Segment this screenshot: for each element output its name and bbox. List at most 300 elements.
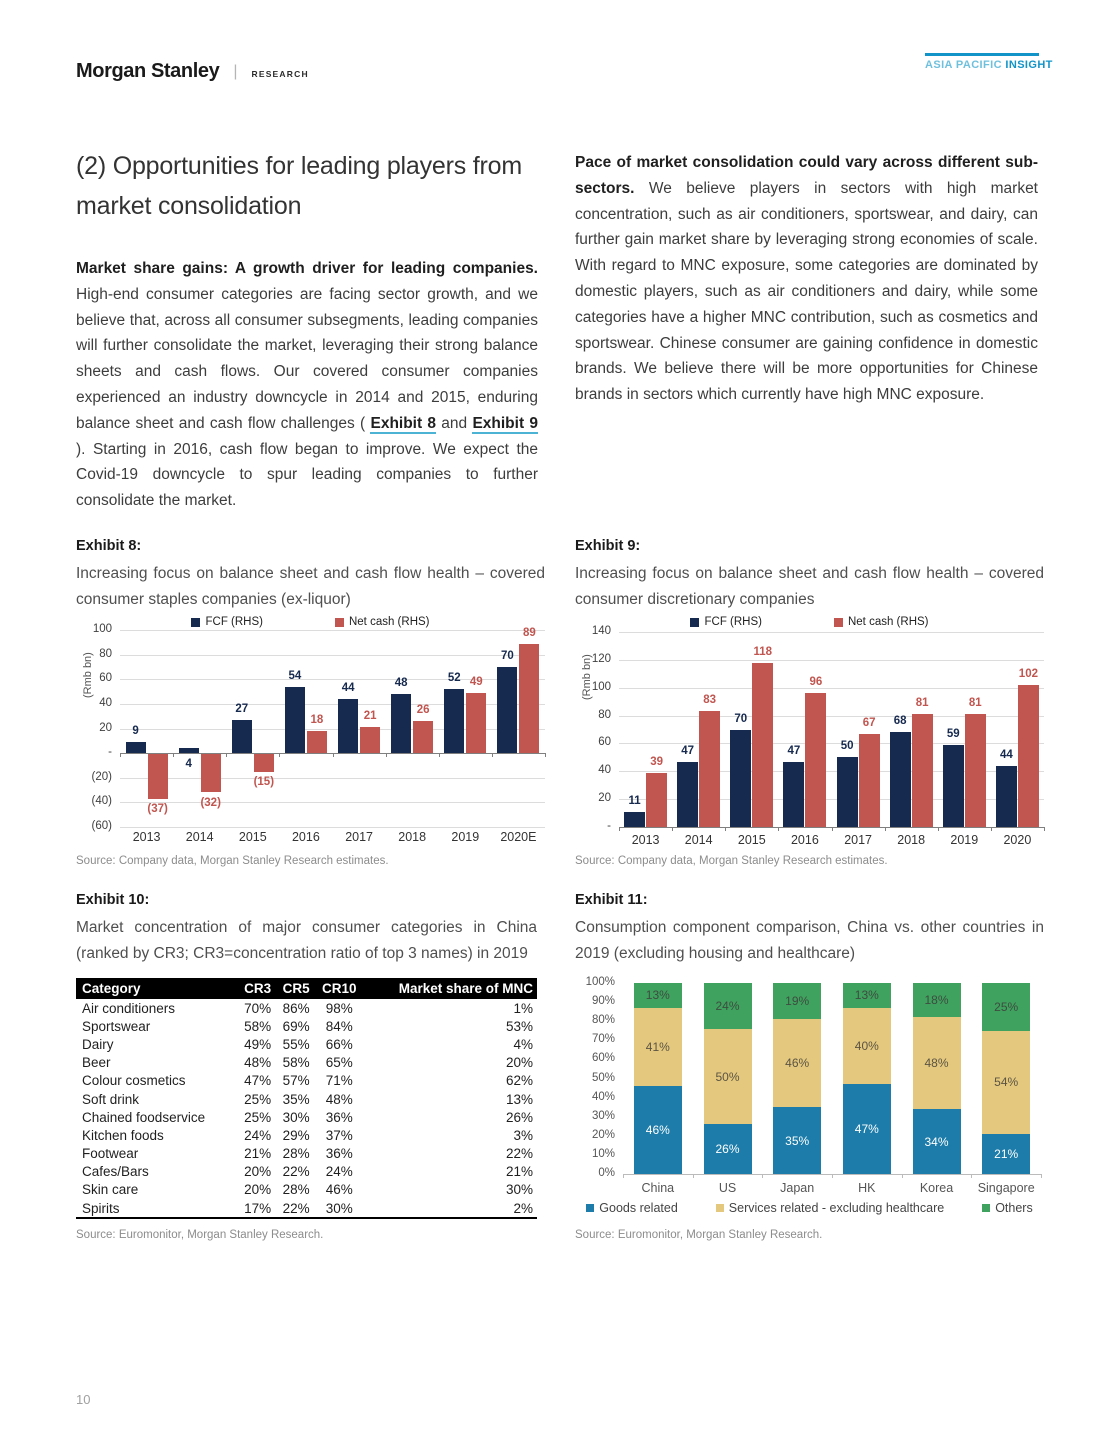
legend-label: Services related - excluding healthcare (728, 1201, 945, 1215)
table-cell: 53% (505, 1018, 533, 1034)
bar-2015 (254, 753, 274, 772)
segment-value-label: 24% (715, 998, 740, 1013)
x-axis-label: Japan (780, 1181, 815, 1195)
y-axis-tick-label: 120 (591, 652, 611, 665)
x-axis-tick (120, 753, 121, 757)
x-axis-label: 2018 (398, 830, 427, 844)
bar-value-label: (32) (200, 796, 221, 809)
table-cell: 55% (282, 1036, 310, 1052)
y-axis-tick-label: - (607, 820, 611, 832)
table-cell: 3% (513, 1127, 533, 1143)
table-cell: 58% (244, 1018, 272, 1034)
bar-value-label: (37) (147, 802, 168, 815)
table-cell: 21% (244, 1146, 272, 1162)
bar-2016 (783, 762, 804, 828)
legend-swatch (982, 1204, 990, 1212)
header-divider: | (233, 62, 238, 80)
legend-item-others (982, 1201, 1033, 1215)
column-header: Market share of MNC (363, 978, 537, 999)
bar-2016 (307, 731, 327, 753)
bar-value-label: 118 (753, 645, 773, 658)
exhibit-8-source: Source: Company data, Morgan Stanley Research estimates. (76, 855, 389, 867)
gridline (120, 655, 545, 656)
table-row (76, 1145, 537, 1163)
x-axis-label: China (641, 1181, 675, 1195)
table-cell: Beer (82, 1055, 111, 1071)
x-axis-label: US (718, 1181, 737, 1195)
segment-value-label: 47% (854, 1122, 879, 1137)
segment-value-label: 48% (924, 1056, 949, 1071)
segment-value-label: 19% (785, 994, 810, 1009)
exhibit-10 (76, 892, 537, 1241)
bar-value-label: 39 (650, 755, 663, 768)
x-axis-tick (623, 1174, 624, 1178)
table-row (76, 1108, 537, 1126)
bar-2018 (413, 721, 433, 753)
table-cell: Sportswear (82, 1018, 151, 1034)
table-cell: 71% (325, 1073, 353, 1089)
legend-swatch (716, 1204, 724, 1212)
bar-2013 (646, 773, 667, 827)
table-header-row (76, 978, 537, 999)
bar-value-label: 70 (734, 712, 748, 725)
legend-item-net-cash-rhs- (834, 616, 929, 628)
exhibit-8-chart (76, 616, 545, 848)
table-cell: 65% (325, 1055, 353, 1071)
banner-text-light: ASIA PACIFIC (925, 59, 1002, 71)
table-cell: 28% (282, 1146, 310, 1162)
x-axis-label: 2018 (897, 833, 926, 847)
bar-2020E (497, 667, 517, 753)
legend-item-fcf-rhs- (191, 616, 263, 628)
y-axis-tick-label: 100 (92, 623, 112, 635)
x-axis-tick (386, 753, 387, 757)
table-cell: Skin care (82, 1182, 139, 1198)
x-axis-tick (333, 753, 334, 757)
exhibit-10-source: Source: Euromonitor, Morgan Stanley Research. (76, 1229, 324, 1242)
exhibit-11-label: Exhibit 11: (575, 892, 648, 908)
y-axis-tick-label: 50% (591, 1071, 615, 1084)
bar-value-label: 50 (840, 740, 854, 753)
table-cell: 21% (505, 1164, 533, 1180)
y-axis-tick-label: 80 (99, 647, 112, 660)
exhibit-8-subtitle: Increasing focus on balance sheet and cash flow health – covered consumer staples companies (ex-liquor) (76, 565, 545, 608)
gridline (619, 632, 1044, 633)
table-cell: Air conditioners (82, 1000, 176, 1016)
y-axis-tick-label: 70% (591, 1033, 615, 1046)
x-axis-tick (991, 827, 992, 831)
bar-value-label: 83 (703, 694, 717, 707)
y-axis-tick-label: (40) (91, 795, 112, 808)
table-row (76, 1035, 537, 1053)
exhibit-9-source: Source: Company data, Morgan Stanley Research estimates. (575, 855, 888, 867)
legend-label: Net cash (RHS) (847, 616, 929, 628)
table-cell: 4% (513, 1036, 533, 1052)
bar-value-label: 11 (628, 794, 641, 807)
table-cell: 58% (282, 1055, 310, 1071)
bar-value-label: 18 (310, 714, 324, 726)
legend-label: Net cash (RHS) (348, 616, 430, 628)
table-cell: Cafes/Bars (82, 1164, 149, 1180)
x-axis-tick (832, 1174, 833, 1178)
x-axis-label: 2014 (684, 833, 713, 847)
table-cell: 20% (244, 1164, 272, 1180)
table-cell: 30% (325, 1200, 353, 1216)
x-axis-tick (971, 1174, 972, 1178)
table-cell: Chained foodservice (82, 1109, 206, 1125)
exhibit-10-subtitle: Market concentration of major consumer categories in China (ranked by CR3; CR3=concentration ratio of top 3 names) in 2019 (76, 919, 537, 962)
x-axis-tick (1044, 827, 1045, 831)
bar-2019 (466, 693, 486, 753)
bar-value-label: 89 (522, 626, 536, 639)
research-label: RESEARCH (251, 68, 309, 79)
banner-text (925, 59, 1053, 71)
x-axis-tick (173, 753, 174, 757)
table-cell: Kitchen foods (82, 1127, 164, 1143)
bar-value-label: 21 (363, 710, 377, 723)
gridline (120, 778, 545, 779)
y-axis-tick-label: 40 (598, 764, 611, 777)
table-cell: 48% (325, 1091, 353, 1107)
legend-swatch (191, 618, 200, 627)
y-axis-tick-label: 40 (99, 696, 112, 709)
table-cell: Spirits (82, 1200, 120, 1216)
bar-value-label: 70 (500, 649, 514, 662)
table-body (76, 999, 537, 1218)
bar-2015 (232, 720, 252, 753)
bar-2020E (519, 644, 539, 754)
gridline (120, 827, 545, 828)
column-header: CR10 (315, 978, 363, 999)
x-axis-label: 2016 (291, 830, 320, 844)
bar-value-label: 52 (447, 672, 461, 685)
table-cell: 28% (282, 1182, 310, 1198)
table-row (76, 999, 537, 1017)
table-cell: 47% (244, 1073, 272, 1089)
table-cell: 57% (282, 1073, 310, 1089)
table-cell: 98% (325, 1000, 353, 1016)
y-axis-tick-label: - (108, 746, 112, 759)
bar-2016 (805, 693, 826, 827)
table-cell: Soft drink (82, 1091, 140, 1107)
x-axis-label: 2016 (790, 833, 819, 847)
bar-value-label: 81 (915, 697, 929, 710)
x-axis-tick (693, 1174, 694, 1178)
segment-value-label: 41% (645, 1040, 670, 1054)
y-axis-tick-label: 20% (591, 1128, 615, 1141)
table-cell: 30% (282, 1109, 310, 1125)
legend-swatch (834, 618, 843, 627)
page-title (76, 146, 556, 226)
bar-value-label: 59 (946, 727, 960, 740)
table-row (76, 1072, 537, 1090)
x-axis-label: 2014 (185, 830, 214, 844)
x-axis-label: 2019 (950, 833, 979, 847)
bar-2019 (444, 689, 464, 753)
y-axis-tick-label: 60% (591, 1052, 615, 1065)
x-axis-label: 2020E (500, 830, 537, 844)
bar-2020 (996, 766, 1017, 827)
exhibit-9-link[interactable]: Exhibit 9 (472, 414, 538, 432)
exhibit-11-subtitle: Consumption component comparison, China vs. other countries in 2019 (excluding housing and healthcare) (575, 919, 1044, 962)
segment-value-label: 13% (645, 988, 670, 1003)
left-lead-sentence: Market share gains: A growth driver for leading companies. (76, 260, 538, 277)
gridline (120, 802, 545, 803)
x-axis-tick (832, 827, 833, 831)
table-row (76, 1017, 537, 1035)
gridline (619, 688, 1044, 689)
bar-value-label: 9 (132, 725, 139, 737)
segment-value-label: 18% (924, 993, 949, 1008)
table-cell: 17% (244, 1200, 272, 1216)
exhibit-11-chart (575, 973, 1044, 1223)
right-lead-sentence: Pace of market consolidation could vary across different sub-sectors. (575, 154, 1038, 197)
segment-value-label: 40% (854, 1039, 879, 1053)
x-axis-label: 2013 (631, 833, 660, 847)
bar-value-label: 49 (469, 675, 483, 688)
bar-2015 (752, 663, 773, 827)
bar-value-label: 102 (1018, 667, 1038, 680)
table-row (76, 1199, 537, 1218)
x-axis-label: 2019 (451, 830, 480, 844)
x-axis-tick (1041, 1174, 1042, 1178)
table-cell: 2% (513, 1200, 533, 1216)
table-cell: Colour cosmetics (82, 1073, 186, 1089)
exhibit-8-link[interactable]: Exhibit 8 (370, 414, 437, 432)
bar-value-label: 67 (862, 716, 876, 729)
bar-2014 (699, 711, 720, 827)
table-cell: 22% (505, 1146, 533, 1162)
x-axis-tick (619, 827, 620, 831)
bar-2014 (201, 753, 221, 792)
x-axis-label: 2015 (238, 830, 267, 844)
table-row (76, 1090, 537, 1108)
bar-2019 (965, 714, 986, 827)
x-axis-label: 2013 (132, 830, 161, 844)
legend-label: Goods related (599, 1201, 678, 1215)
page-number: 10 (76, 1392, 91, 1407)
table-cell: 62% (505, 1073, 533, 1089)
bar-2015 (730, 730, 751, 828)
table-cell: 35% (282, 1091, 310, 1107)
x-axis-tick (545, 753, 546, 757)
bar-value-label: 4 (185, 758, 192, 771)
table-cell: Footwear (82, 1146, 139, 1162)
y-axis-tick-label: 30% (591, 1109, 615, 1122)
legend-swatch (690, 618, 699, 627)
x-axis-tick (439, 753, 440, 757)
x-axis-label: 2017 (844, 833, 872, 847)
bar-value-label: 96 (809, 676, 823, 689)
x-axis-tick (902, 1174, 903, 1178)
legend-item-services-related-excluding-healthcare (716, 1201, 944, 1215)
x-axis-tick (725, 827, 726, 831)
bar-2018 (890, 732, 911, 827)
x-axis-label: HK (858, 1181, 876, 1195)
exhibit-11-source: Source: Euromonitor, Morgan Stanley Research. (575, 1229, 823, 1241)
gridline (619, 660, 1044, 661)
bar-2013 (148, 753, 168, 799)
title-line-1: (2) Opportunities for leading players from (76, 152, 522, 180)
y-axis-title: (Rmb bn) (82, 652, 94, 698)
table-cell: 46% (325, 1182, 353, 1198)
legend-swatch (586, 1204, 594, 1212)
table-cell: 36% (325, 1109, 353, 1125)
banner-rule (925, 53, 1039, 56)
bar-2017 (338, 699, 358, 753)
left-body-text-1: High-end consumer categories are facing sector growth, and we believe that, across all consumer subsegments, leading companies will further consolidate the market, leveraging their strong balance sheets and cash flows. Our covered consumer companies experienced an industry downcycle in 2014 and 2015, enduring balance sheet and cash flow challenges ( (76, 285, 538, 432)
table-cell: 86% (282, 1000, 310, 1016)
left-body-text-mid: and (436, 414, 473, 432)
table-row (76, 1054, 537, 1072)
table-cell: 13% (505, 1091, 533, 1107)
segment-value-label: 34% (924, 1134, 949, 1149)
x-axis-label: 2015 (737, 833, 766, 847)
x-axis-tick (778, 827, 779, 831)
exhibit-9-label: Exhibit 9: (575, 538, 641, 554)
y-axis-tick-label: 60 (598, 736, 611, 749)
y-axis-tick-label: 80% (591, 1014, 615, 1027)
x-axis-label: 2017 (345, 830, 373, 844)
bar-2013 (126, 742, 146, 753)
bar-2017 (360, 727, 380, 753)
y-axis-tick-label: 60 (99, 672, 112, 685)
table-cell: 66% (325, 1036, 353, 1052)
table-header (76, 978, 537, 999)
segment-value-label: 35% (785, 1133, 810, 1148)
bar-value-label: 26 (416, 704, 430, 717)
table-cell: 25% (244, 1109, 272, 1125)
bar-2017 (859, 734, 880, 827)
gridline (120, 630, 545, 631)
x-axis-tick (762, 1174, 763, 1178)
table-cell: 25% (244, 1091, 272, 1107)
bar-value-label: (15) (253, 775, 275, 788)
segment-value-label: 54% (994, 1075, 1019, 1090)
table-cell: 37% (325, 1127, 353, 1143)
exhibit-8-label: Exhibit 8: (76, 538, 142, 554)
y-axis-tick-label: 80 (598, 708, 611, 721)
table-cell: 29% (282, 1127, 310, 1143)
bar-2018 (391, 694, 411, 753)
chart-legend (575, 1201, 1044, 1215)
legend-item-net-cash-rhs- (335, 616, 430, 628)
column-header: CR3 (238, 978, 276, 999)
legend-item-fcf-rhs- (690, 616, 762, 628)
x-axis-label: Singapore (977, 1181, 1035, 1195)
table-cell: 24% (244, 1127, 272, 1143)
table-cell: 48% (244, 1055, 272, 1071)
table-cell: 22% (282, 1200, 310, 1216)
y-axis-tick-label: 40% (591, 1090, 615, 1103)
bar-value-label: 54 (288, 669, 302, 682)
title-line-2: market consolidation (76, 192, 302, 220)
left-body-text-2: ). Starting in 2016, cash flow began to improve. We expect the Covid-19 downcycle to spur leading companies to further consolidate the market. (76, 440, 538, 510)
table-cell: Dairy (82, 1036, 114, 1052)
bar-value-label: 81 (968, 697, 982, 710)
exhibit-8 (76, 538, 545, 867)
segment-value-label: 46% (785, 1056, 810, 1071)
header (76, 60, 309, 83)
market-concentration-table (76, 978, 537, 1219)
x-axis-label: 2020 (1003, 833, 1032, 847)
y-axis-tick-label: 0% (598, 1167, 615, 1179)
bar-2018 (912, 714, 933, 827)
legend-label: FCF (RHS) (704, 616, 762, 628)
asia-pacific-insight-banner (925, 53, 1053, 71)
bar-value-label: 44 (341, 682, 355, 694)
y-axis-tick-label: (20) (91, 770, 112, 783)
legend-label: Others (995, 1201, 1033, 1215)
segment-value-label: 13% (854, 988, 879, 1003)
table-cell: 69% (282, 1018, 310, 1034)
bar-value-label: 47 (787, 744, 801, 757)
x-axis-tick (672, 827, 673, 831)
legend-label: FCF (RHS) (205, 616, 263, 628)
column-header: CR5 (277, 978, 315, 999)
exhibit-9-chart (575, 616, 1044, 848)
legend-item-goods-related (586, 1201, 678, 1215)
bar-value-label: 48 (394, 677, 408, 689)
y-axis-tick-label: 10% (591, 1147, 615, 1160)
table-cell: 36% (325, 1146, 353, 1162)
bar-2020 (1018, 685, 1039, 827)
exhibit-9 (575, 538, 1044, 867)
chart-legend (575, 616, 1044, 628)
table-cell: 30% (505, 1182, 533, 1198)
x-axis-tick (226, 753, 227, 757)
segment-value-label: 50% (715, 1069, 740, 1084)
segment-value-label: 25% (994, 999, 1019, 1014)
table-cell: 22% (282, 1164, 310, 1180)
right-column-paragraph (575, 150, 1038, 408)
table-row (76, 1163, 537, 1181)
y-axis-tick-label: 20 (99, 721, 112, 734)
y-axis-tick-label: (60) (91, 820, 112, 832)
y-axis-tick-label: 90% (591, 995, 615, 1008)
column-header: Category (76, 978, 238, 999)
table-cell: 20% (505, 1055, 533, 1071)
table-cell: 70% (244, 1000, 272, 1016)
x-axis-tick (279, 753, 280, 757)
exhibit-10-label: Exhibit 10: (76, 892, 150, 908)
morgan-stanley-logo: Morgan Stanley (76, 60, 220, 82)
y-axis-tick-label: 20 (598, 792, 611, 805)
left-column-paragraph (76, 256, 538, 514)
table-cell: 20% (244, 1182, 272, 1198)
x-axis-label: Korea (919, 1181, 954, 1195)
table-cell: 49% (244, 1036, 272, 1052)
bar-value-label: 68 (893, 715, 907, 728)
x-axis-tick (885, 827, 886, 831)
bar-2017 (837, 757, 858, 827)
table-row (76, 1126, 537, 1144)
bar-2014 (677, 762, 698, 828)
table-cell: 1% (513, 1000, 533, 1016)
bar-value-label: 44 (999, 748, 1013, 761)
legend-swatch (335, 618, 344, 627)
y-axis-tick-label: 100 (591, 680, 611, 693)
y-axis-tick-label: 140 (591, 625, 611, 637)
exhibit-11 (575, 892, 1044, 1241)
banner-text-dark: INSIGHT (1005, 59, 1053, 71)
bar-2016 (285, 687, 305, 754)
x-axis-tick (492, 753, 493, 757)
segment-value-label: 26% (715, 1142, 740, 1157)
bar-value-label: 47 (681, 744, 695, 757)
bar-2013 (624, 812, 645, 827)
bar-2019 (943, 745, 964, 827)
